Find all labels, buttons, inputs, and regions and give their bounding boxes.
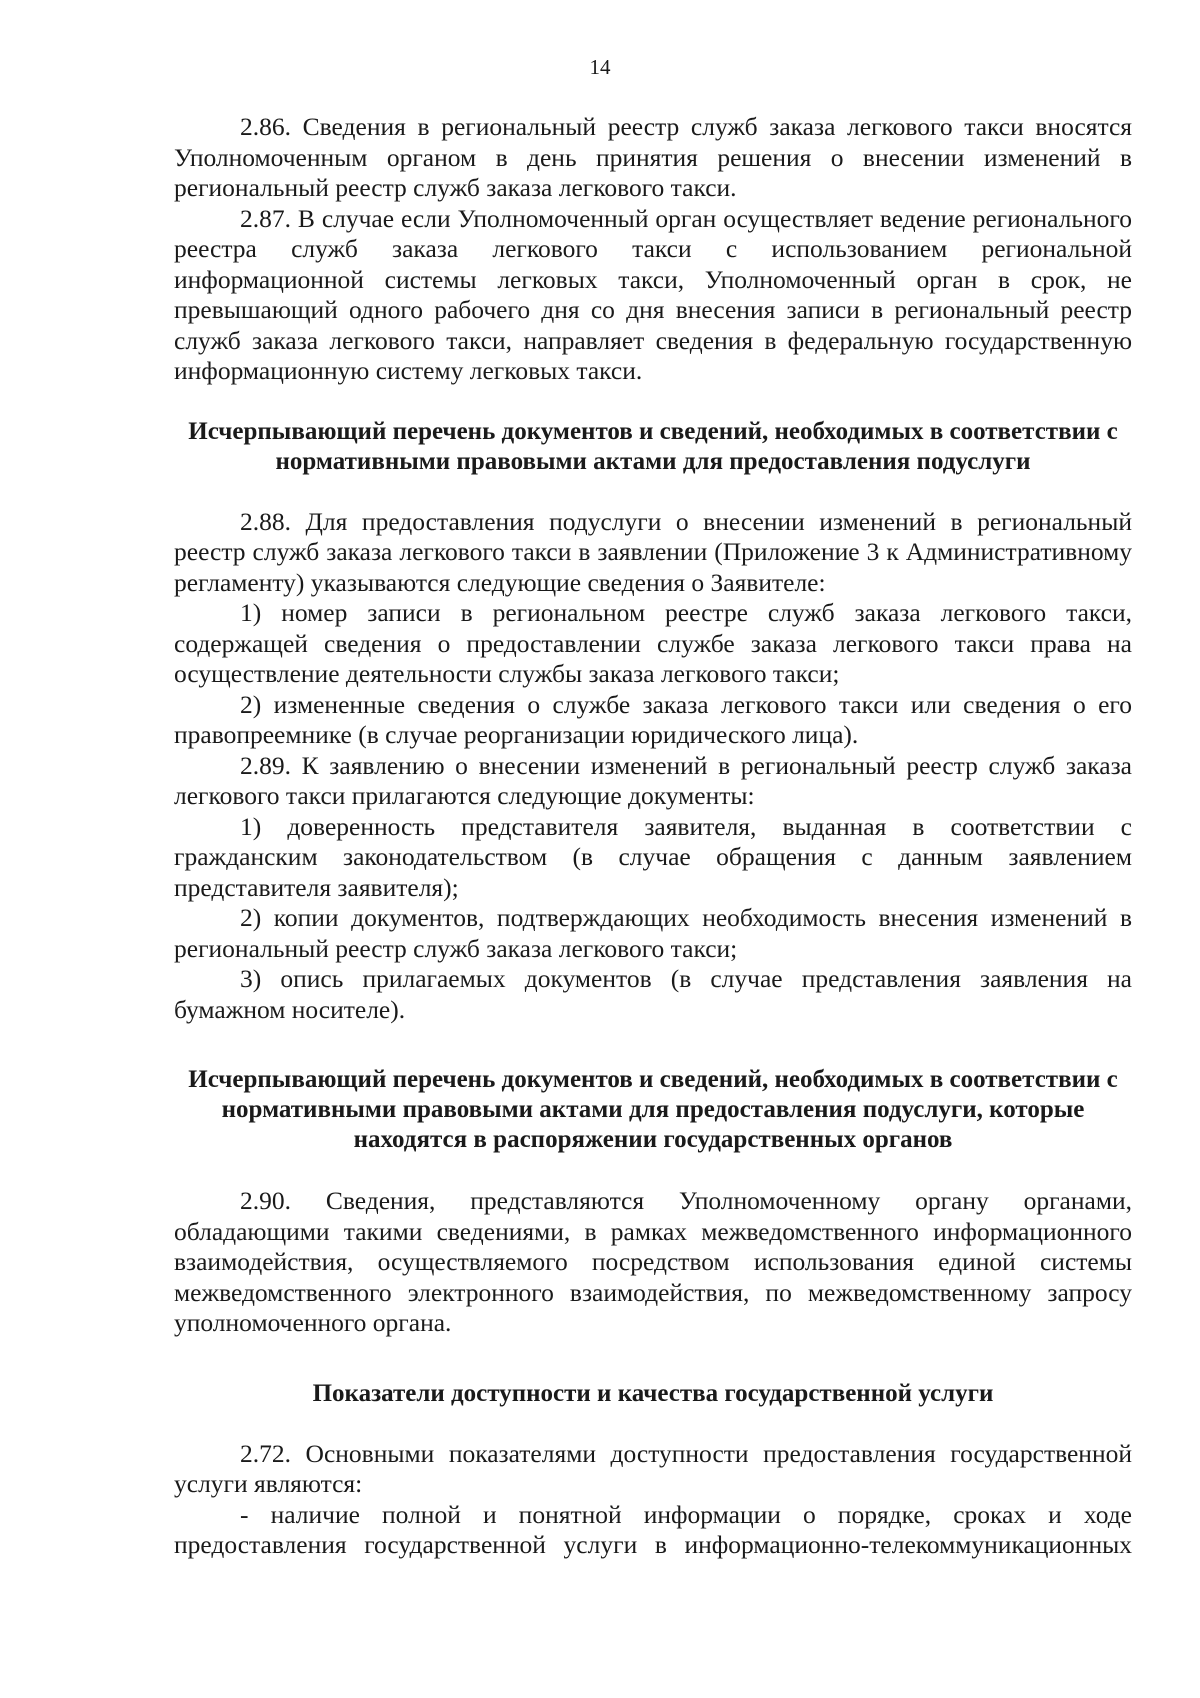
paragraph-2-90: 2.90. Сведения, представляются Уполномоченному органу органами, обладающими такими сведениями, в рамках межведомственного информационного взаимодействия, осуществляемого посредством использования единой системы межведомственного электронного взаимодействия, по межведомственному запросу уполномоченного органа. <box>174 1186 1132 1337</box>
section-heading-documents: Исчерпывающий перечень документов и сведений, необходимых в соответствии с нормативными правовыми актами для предоставления подуслуги <box>188 417 1118 475</box>
list-item-availability: - наличие полной и понятной информации о порядке, сроках и ходе предоставления государственной услуги в информационно-телекоммуникационных <box>174 1499 1132 1559</box>
list-item-2-88-1: 1) номер записи в региональном реестре служб заказа легкового такси, содержащей сведения о предоставлении службе заказа легкового такси права на осуществление деятельности службы заказа легкового такси; <box>174 598 1132 688</box>
list-item-2-89-3: 3) опись прилагаемых документов (в случае представления заявления на бумажном носителе). <box>174 964 1132 1024</box>
section-heading-state-documents: Исчерпывающий перечень документов и сведений, необходимых в соответствии с нормативными правовыми актами для предоставления подуслуги, которые находятся в распоряжении государственных органов <box>188 1066 1118 1153</box>
list-item-2-89-2: 2) копии документов, подтверждающих необходимость внесения изменений в региональный реестр служб заказа легкового такси; <box>174 903 1132 963</box>
paragraph-2-89: 2.89. К заявлению о внесении изменений в региональный реестр служб заказа легкового такси прилагаются следующие документы: <box>174 750 1132 810</box>
list-item-2-88-2: 2) измененные сведения о службе заказа легкового такси или сведения о его правопреемнике (в случае реорганизации юридического лица). <box>174 689 1132 749</box>
paragraph-2-87: 2.87. В случае если Уполномоченный орган осуществляет ведение регионального реестра служб заказа легкового такси с использованием региональной информационной системы легковых такси, Уполномоченный орган в срок, не превышающий одного рабочего дня со дня внесения записи в региональный реестр служб заказа легкового такси, направляет сведения в федеральную государственную информационную систему легковых такси. <box>174 203 1132 385</box>
document-body <box>174 112 1132 1561</box>
list-item-2-89-1: 1) доверенность представителя заявителя, выданная в соответствии с гражданским законодательством (в случае обращения с данным заявлением представителя заявителя); <box>174 811 1132 902</box>
paragraph-2-86: 2.86. Сведения в региональный реестр служб заказа легкового такси вносятся Уполномоченным органом в день принятия решения о внесении изменений в региональный реестр служб заказа легкового такси. <box>174 112 1132 202</box>
paragraph-2-72: 2.72. Основными показателями доступности предоставления государственной услуги являются: <box>174 1438 1132 1498</box>
page-number: 14 <box>589 55 611 79</box>
section-heading-quality-indicators: Показатели доступности и качества государственной услуги <box>312 1379 994 1407</box>
paragraph-2-88: 2.88. Для предоставления подуслуги о внесении изменений в региональный реестр служб заказа легкового такси в заявлении (Приложение 3 к Административному регламенту) указываются следующие сведения о Заявителе: <box>174 506 1132 597</box>
